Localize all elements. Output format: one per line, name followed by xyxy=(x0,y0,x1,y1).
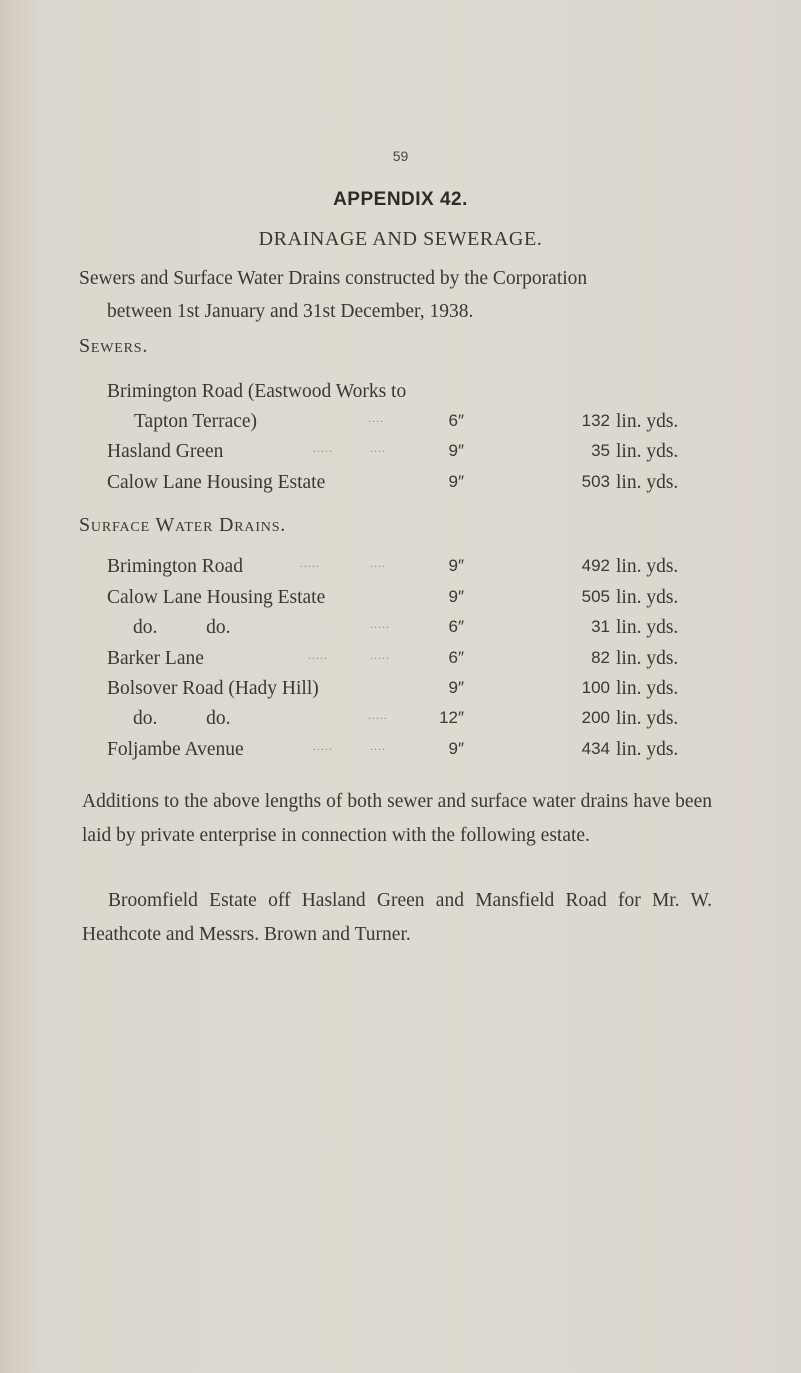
row-unit: lin. yds. xyxy=(616,648,679,669)
leader-dots: .... xyxy=(370,739,386,753)
row-location: Hasland Green xyxy=(107,441,224,462)
row-length: 100 xyxy=(581,678,610,697)
row-length: 82 xyxy=(591,648,610,667)
row-length: 505 xyxy=(581,587,610,606)
row-diameter: 6″ xyxy=(448,411,464,430)
row-length: 31 xyxy=(591,617,610,636)
row-location: Brimington Road xyxy=(107,556,243,577)
surface-row xyxy=(0,587,801,617)
row-unit: lin. yds. xyxy=(616,441,679,462)
row-length: 132 xyxy=(581,411,610,430)
page-number: 59 xyxy=(392,148,409,164)
row-unit: lin. yds. xyxy=(616,708,679,729)
leader-dots: ..... xyxy=(368,708,388,722)
row-location: Foljambe Avenue xyxy=(107,739,244,760)
row-diameter: 6″ xyxy=(448,617,464,636)
row-location: Bolsover Road (Hady Hill) xyxy=(107,678,319,699)
row-location: Tapton Terrace) xyxy=(134,411,258,432)
row-diameter: 9″ xyxy=(448,472,464,491)
leader-dots: ..... xyxy=(313,739,333,753)
additions-paragraph: Additions to the above lengths of both sewer and surface water drains have been laid by private enterprise in connection with the following estate. xyxy=(82,791,712,846)
row-location: Brimington Road (Eastwood Works to xyxy=(107,381,407,402)
row-length: 434 xyxy=(581,739,610,758)
leader-dots: ..... xyxy=(313,441,333,455)
row-unit: lin. yds. xyxy=(616,678,679,699)
surface-row xyxy=(0,556,801,586)
row-length: 200 xyxy=(581,708,610,727)
row-unit: lin. yds. xyxy=(616,411,679,432)
row-unit: lin. yds. xyxy=(616,556,679,577)
sewers-row xyxy=(0,381,801,411)
leader-dots: ..... xyxy=(370,617,390,631)
row-diameter: 9″ xyxy=(448,556,464,575)
row-unit: lin. yds. xyxy=(616,739,679,760)
surface-row xyxy=(0,739,801,769)
row-unit: lin. yds. xyxy=(616,587,679,608)
leader-dots: ..... xyxy=(308,648,328,662)
leader-dots: .... xyxy=(370,556,386,570)
surface-row xyxy=(0,678,801,708)
leader-dots: ..... xyxy=(370,648,390,662)
surface-row xyxy=(0,648,801,678)
surface-row xyxy=(0,617,801,647)
row-length: 492 xyxy=(581,556,610,575)
row-diameter: 12″ xyxy=(439,708,464,727)
row-location: Calow Lane Housing Estate xyxy=(107,472,326,493)
row-length: 35 xyxy=(591,441,610,460)
intro-line-2: between 1st January and 31st December, 1938. xyxy=(107,301,474,322)
row-diameter: 9″ xyxy=(448,678,464,697)
row-location: Barker Lane xyxy=(107,648,204,669)
sewers-row xyxy=(0,411,801,441)
row-location: do. do. xyxy=(133,617,231,638)
sewers-heading: Sewers. xyxy=(79,335,149,357)
document-title: DRAINAGE AND SEWERAGE. xyxy=(258,228,543,250)
sewers-row xyxy=(0,472,801,502)
broomfield-paragraph: Broomfield Estate off Hasland Green and Mansfield Road for Mr. W. Heathcote and Messrs. Brown and Turner. xyxy=(82,890,712,945)
row-location: do. do. xyxy=(133,708,231,729)
row-diameter: 9″ xyxy=(448,441,464,460)
row-unit: lin. yds. xyxy=(616,617,679,638)
row-location: Calow Lane Housing Estate xyxy=(107,587,326,608)
row-length: 503 xyxy=(581,472,610,491)
row-diameter: 9″ xyxy=(448,739,464,758)
row-diameter: 6″ xyxy=(448,648,464,667)
leader-dots: .... xyxy=(370,441,386,455)
leader-dots: .... xyxy=(368,411,384,425)
row-unit: lin. yds. xyxy=(616,472,679,493)
intro-line-1: Sewers and Surface Water Drains constructed by the Corporation xyxy=(79,268,588,289)
surface-drains-heading: Surface Water Drains. xyxy=(79,514,287,536)
leader-dots: ..... xyxy=(300,556,320,570)
surface-row xyxy=(0,708,801,738)
appendix-heading: APPENDIX 42. xyxy=(333,189,468,210)
row-diameter: 9″ xyxy=(448,587,464,606)
sewers-row xyxy=(0,441,801,471)
